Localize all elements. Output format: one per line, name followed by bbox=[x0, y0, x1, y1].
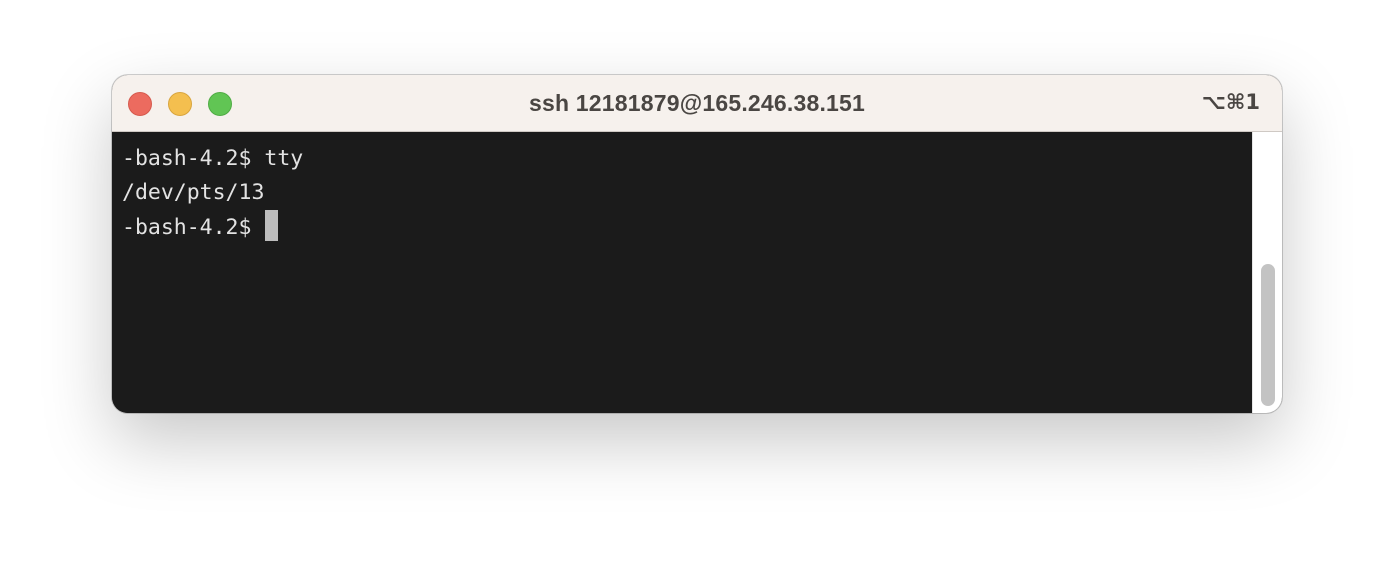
scrollbar-thumb[interactable] bbox=[1261, 264, 1275, 406]
terminal-line: /dev/pts/13 bbox=[122, 180, 265, 205]
terminal-window bbox=[112, 75, 1282, 413]
text-cursor bbox=[265, 210, 278, 241]
window-title: ssh 12181879@165.246.38.151 bbox=[528, 90, 866, 116]
title-bar[interactable] bbox=[112, 75, 1282, 132]
terminal-line: -bash-4.2$ tty bbox=[122, 146, 304, 171]
terminal-output[interactable] bbox=[112, 132, 1252, 413]
window-shortcut-label: ⌥⌘1 bbox=[1201, 90, 1260, 114]
vertical-scrollbar[interactable] bbox=[1252, 132, 1282, 413]
terminal-prompt-line bbox=[122, 210, 1252, 244]
terminal-prompt: -bash-4.2$ bbox=[122, 215, 265, 240]
